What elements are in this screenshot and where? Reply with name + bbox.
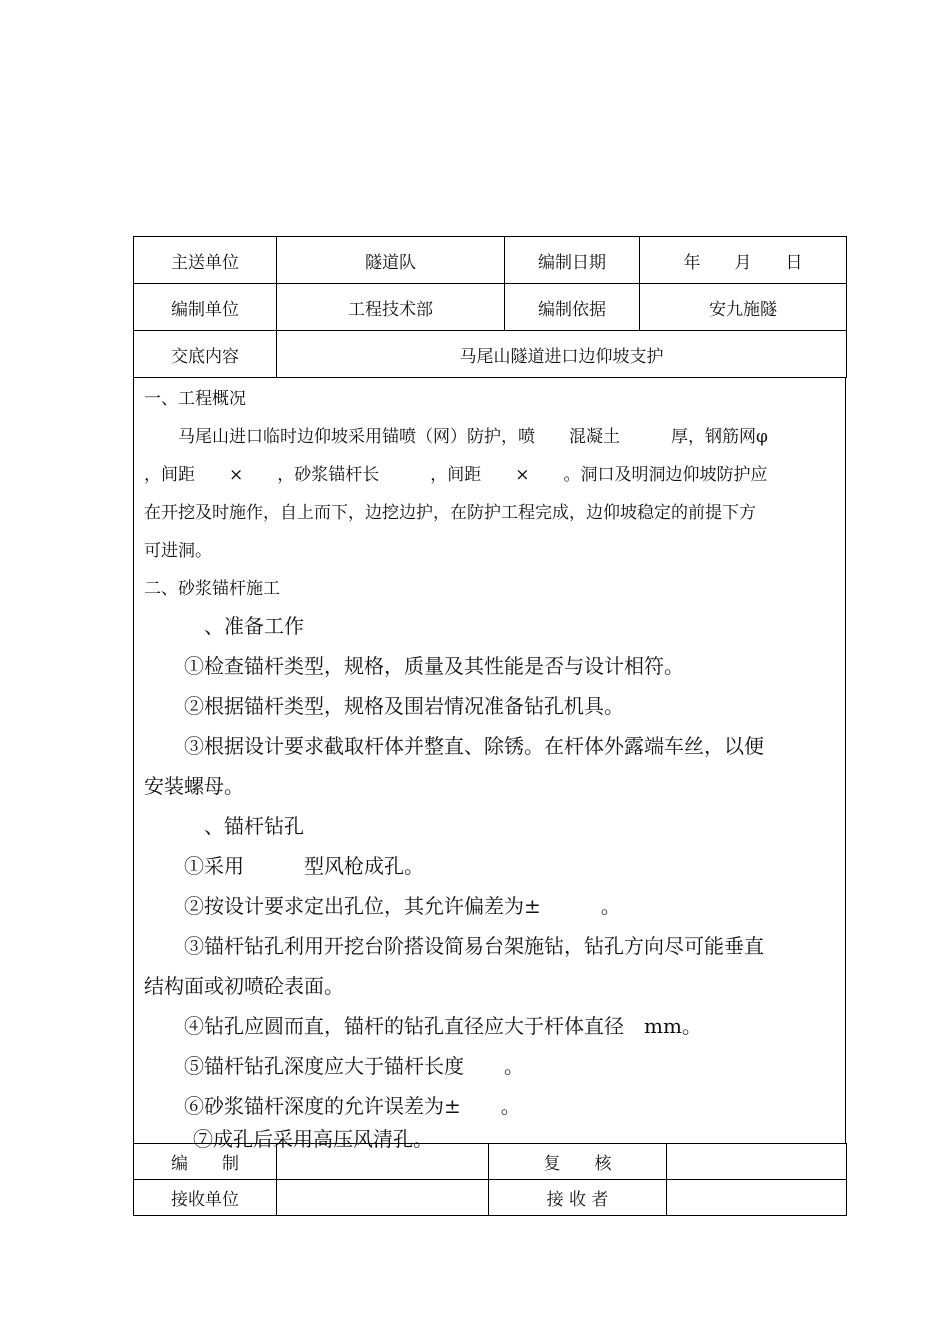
- label-compile-date: 编制日期: [505, 237, 640, 284]
- label-receiving-unit: 接收单位: [134, 1180, 277, 1216]
- prep-item-3-cont: 安装螺母。: [144, 774, 244, 798]
- section-title-overview: 一、工程概况: [144, 389, 246, 409]
- value-receiver: [667, 1180, 847, 1216]
- label-compiler: 编 制: [134, 1144, 277, 1180]
- header-table: [133, 236, 847, 378]
- overview-line-4: 可进洞。: [144, 541, 212, 561]
- subsection-title-prep: 、准备工作: [144, 614, 304, 638]
- label-disclosure-content: 交底内容: [134, 331, 277, 378]
- subsection-title-drilling: 、锚杆钻孔: [144, 814, 304, 838]
- prep-item-2: ②根据锚杆类型，规格及围岩情况准备钻孔机具。: [144, 694, 624, 718]
- section-title-anchor: 二、砂浆锚杆施工: [144, 579, 280, 599]
- value-receiving-unit: [277, 1180, 489, 1216]
- value-reviewer: [667, 1144, 847, 1180]
- drill-item-7: ⑦成孔后采用高压风清孔。: [153, 1127, 433, 1151]
- label-compile-basis: 编制依据: [505, 284, 640, 331]
- prep-item-1: ①检查锚杆类型，规格，质量及其性能是否与设计相符。: [144, 654, 684, 678]
- signature-table: [133, 1143, 847, 1216]
- value-compile-date: 年 月 日: [640, 237, 847, 284]
- overview-line-2: ，间距 × ，砂浆锚杆长 ，间距 × 。洞口及明洞边仰坡防护应: [144, 465, 768, 485]
- drill-item-5: ⑤锚杆钻孔深度应大于锚杆长度 。: [144, 1054, 524, 1078]
- label-receiver: 接 收 者: [489, 1180, 667, 1216]
- drill-item-2: ②按设计要求定出孔位，其允许偏差为± 。: [144, 894, 621, 918]
- value-disclosure-content: 马尾山隧道进口边仰坡支护: [277, 331, 847, 378]
- overview-line-1: 马尾山进口临时边仰坡采用锚喷（网）防护，喷 混凝土 厚，钢筋网φ: [144, 427, 768, 447]
- drill-item-6: ⑥砂浆锚杆深度的允许误差为± 。: [144, 1094, 521, 1118]
- disclosure-document: [133, 236, 846, 1216]
- drill-item-3-cont: 结构面或初喷砼表面。: [144, 974, 344, 998]
- overview-line-3: 在开挖及时施作，自上而下，边挖边护，在防护工程完成，边仰坡稳定的前提下方: [144, 503, 756, 523]
- prep-item-3: ③根据设计要求截取杆体并整直、除锈。在杆体外露端车丝，以便: [144, 734, 764, 758]
- drill-item-3: ③锚杆钻孔利用开挖台阶搭设简易台架施钻，钻孔方向尽可能垂直: [144, 934, 764, 958]
- value-recipient-unit: 隧道队: [277, 237, 505, 284]
- value-compile-unit: 工程技术部: [277, 284, 505, 331]
- content-body: [133, 378, 846, 1143]
- label-reviewer: 复 核: [489, 1144, 667, 1180]
- drill-item-4: ④钻孔应圆而直，锚杆的钻孔直径应大于杆体直径 mm。: [144, 1014, 702, 1038]
- value-compile-basis: 安九施隧: [640, 284, 847, 331]
- label-recipient-unit: 主送单位: [134, 237, 277, 284]
- label-compile-unit: 编制单位: [134, 284, 277, 331]
- drill-item-1: ①采用 型风枪成孔。: [144, 854, 424, 878]
